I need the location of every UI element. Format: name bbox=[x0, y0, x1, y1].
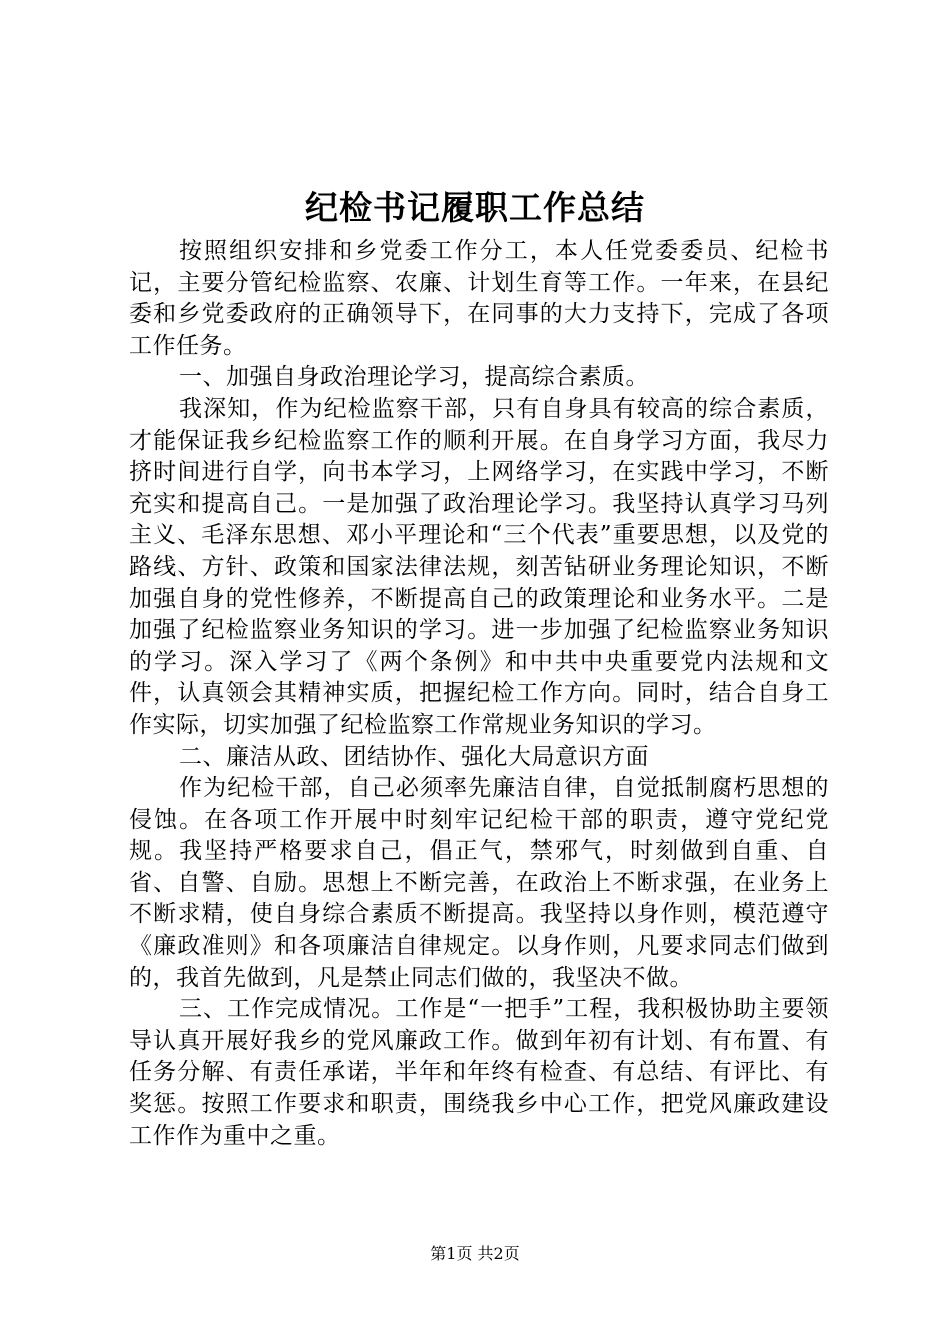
section-heading-2: 二、廉洁从政、团结协作、强化大局意识方面 bbox=[179, 743, 649, 770]
intro-paragraph: 按照组织安排和乡党委工作分工，本人任党委委员、纪检书记，主要分管纪检监察、农廉、计划生育等工作。一年来，在县纪委和乡党委政府的正确领导下，在同事的大力支持下，完成了各项工作任务。 bbox=[129, 238, 829, 359]
page-number-footer: 第1页 共2页 bbox=[430, 1244, 520, 1263]
integrity-paragraph: 作为纪检干部，自己必须率先廉洁自律，自觉抵制腐朽思想的侵蚀。在各项工作开展中时刻牢记纪检干部的职责，遵守党纪党规。我坚持严格要求自己，倡正气，禁邪气，时刻做到自重、自省、自警、自励。思想上不断完善，在政治上不断求强，在业务上不断求精，使自身综合素质不断提高。我坚持以身作则，模范遵守《廉政准则》和各项廉洁自律规定。以身作则，凡要求同志们做到的，我首先做到，凡是禁止同志们做的，我坚决不做。 bbox=[129, 775, 829, 991]
study-paragraph: 我深知，作为纪检监察干部，只有自身具有较高的综合素质，才能保证我乡纪检监察工作的顺利开展。在自身学习方面，我尽力挤时间进行自学，向书本学习，上网络学习，在实践中学习，不断充实和提高自己。一是加强了政治理论学习。我坚持认真学习马列主义、毛泽东思想、邓小平理论和“三个代表”重要思想，以及党的路线、方针、政策和国家法律法规，刻苦钻研业务理论知识，不断加强自身的党性修养，不断提高自己的政策理论和业务水平。二是加强了纪检监察业务知识的学习。进一步加强了纪检监察业务知识的学习。深入学习了《两个条例》和中共中央重要党内法规和文件，认真领会其精神实质，把握纪检工作方向。同时，结合自身工作实际，切实加强了纪检监察工作常规业务知识的学习。 bbox=[129, 395, 829, 738]
document-body bbox=[129, 236, 829, 1152]
document-title: 纪检书记履职工作总结 bbox=[305, 188, 645, 227]
work-completion-paragraph: 三、工作完成情况。工作是“一把手”工程，我积极协助主要领导认真开展好我乡的党风廉政工作。做到年初有计划、有布置、有任务分解、有责任承诺，半年和年终有检查、有总结、有评比、有奖惩。按照工作要求和职责，围绕我乡中心工作，把党风廉政建设工作作为重中之重。 bbox=[129, 996, 829, 1149]
section-heading-1: 一、加强自身政治理论学习，提高综合素质。 bbox=[179, 364, 649, 391]
